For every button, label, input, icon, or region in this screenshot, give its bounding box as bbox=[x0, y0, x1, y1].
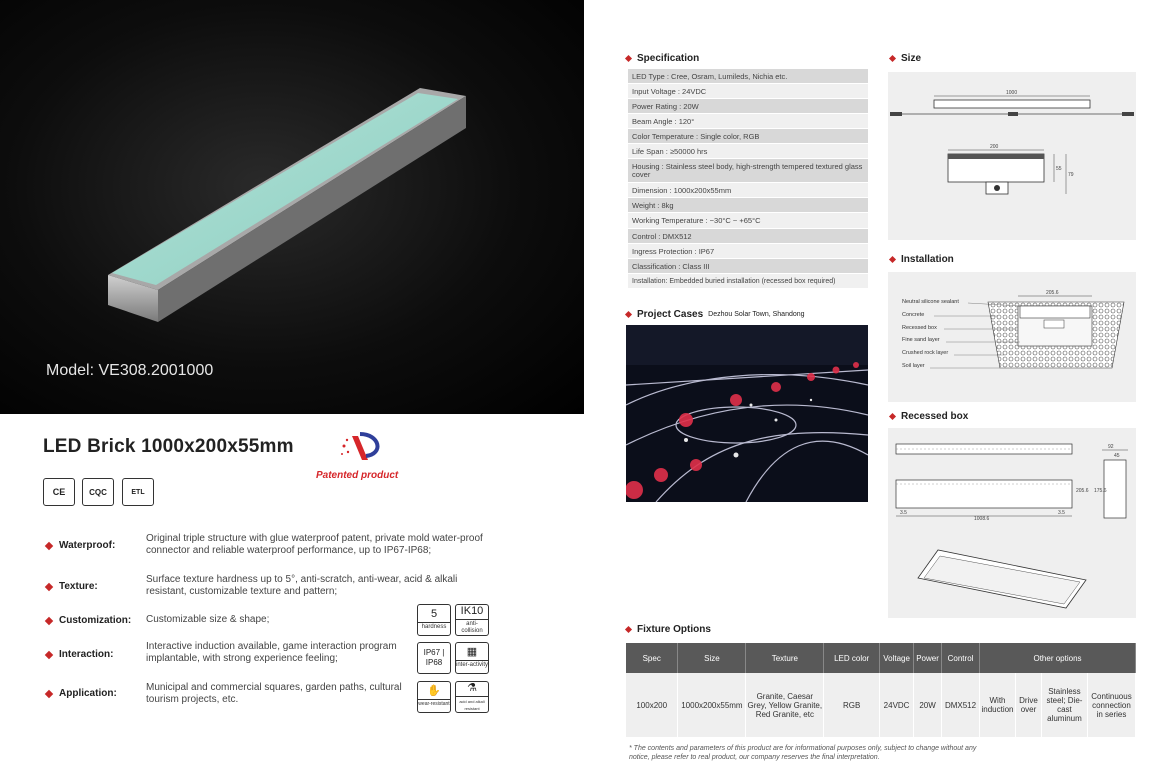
spec-row: Installation: Embedded buried installation (recessed box required) bbox=[628, 274, 868, 289]
feature-text-application: Municipal and commercial squares, garden paths, cultural tourism projects, etc. bbox=[146, 682, 402, 705]
bullet-diamond-icon bbox=[45, 689, 53, 697]
cell-power: 20W bbox=[914, 673, 942, 737]
feature-label-texture: Texture: bbox=[46, 581, 98, 592]
project-case-photo bbox=[626, 325, 868, 502]
hardness-badge: 5 hardness bbox=[417, 604, 451, 636]
bullet-diamond-icon bbox=[625, 311, 632, 318]
wear-resistant-badge: ✋ wear-resistant bbox=[417, 681, 451, 713]
spec-row: LED Type : Cree, Osram, Lumileds, Nichia etc. bbox=[628, 69, 868, 84]
feature-label-waterproof: Waterproof: bbox=[46, 540, 115, 551]
bullet-diamond-icon bbox=[889, 413, 896, 420]
cell-voltage: 24VDC bbox=[880, 673, 914, 737]
bullet-diamond-icon bbox=[889, 256, 896, 263]
feature-text-waterproof: Original triple structure with glue waterproof patent, private mold water-proof connector and reliable waterproof performance, up to IP67-IP68; bbox=[146, 533, 483, 556]
project-location: Dezhou Solar Town, Shandong bbox=[708, 311, 805, 318]
product-title: LED Brick 1000x200x55mm bbox=[43, 436, 294, 457]
fixture-options-title: Fixture Options bbox=[626, 624, 711, 635]
cell-texture: Granite, Caesar Grey, Yellow Granite, Red Granite, etc bbox=[746, 673, 824, 737]
installation-drawing bbox=[888, 272, 1136, 402]
size-dim-length: 1000 bbox=[1006, 90, 1018, 96]
bullet-diamond-icon bbox=[45, 650, 53, 658]
feature-label-application: Application: bbox=[46, 688, 117, 699]
hand-icon: ✋ bbox=[427, 685, 441, 697]
size-dim-height: 55 bbox=[1056, 166, 1062, 172]
spec-row: Weight : 8kg bbox=[628, 198, 868, 213]
interactivity-badge: ▦ inter-activity bbox=[455, 642, 489, 674]
model-number: Model: VE308.2001000 bbox=[46, 362, 214, 379]
etl-cert-icon: ETL bbox=[122, 478, 154, 506]
cell-control: DMX512 bbox=[942, 673, 980, 737]
cell-option: Drive over bbox=[1016, 673, 1042, 737]
col-header: LED color bbox=[824, 643, 880, 673]
fixture-options-table bbox=[626, 643, 1136, 737]
installation-layer-labels: Neutral silicone sealant Concrete Recessed box Fine sand layer Crushed rock layer Soil layer bbox=[902, 299, 959, 369]
installation-dim: 205.6 bbox=[1046, 290, 1059, 296]
recessed-box-title: Recessed box bbox=[890, 411, 968, 422]
bullet-diamond-icon bbox=[889, 55, 896, 62]
acid-alkali-badge: ⚗ acid and alkali resistant bbox=[455, 681, 489, 713]
specification-table bbox=[628, 69, 868, 289]
size-title: Size bbox=[890, 53, 921, 64]
specification-title: Specification bbox=[626, 53, 699, 64]
size-dim-total-height: 79 bbox=[1068, 172, 1074, 178]
recessed-dim-right: 3.5 bbox=[1058, 510, 1065, 516]
flask-icon: ⚗ bbox=[467, 681, 477, 694]
patented-label: Patented product bbox=[316, 470, 399, 481]
feature-label-interaction: Interaction: bbox=[46, 649, 113, 660]
ce-cert-icon: CE bbox=[43, 478, 75, 506]
col-header: Spec bbox=[626, 643, 678, 673]
cell-option: Continuous connection in series bbox=[1087, 673, 1135, 737]
ip-rating-badge: IP67 | IP68 bbox=[417, 642, 451, 674]
recessed-dim-side-inner: 45 bbox=[1114, 453, 1120, 459]
spec-row: Input Voltage : 24VDC bbox=[628, 84, 868, 99]
feature-text-customization: Customizable size & shape; bbox=[146, 614, 270, 625]
spec-row: Working Temperature : −30°C ~ +65°C bbox=[628, 213, 868, 229]
cqc-cert-icon: CQC bbox=[82, 478, 114, 506]
size-drawing bbox=[888, 72, 1136, 240]
spec-row: Power Rating : 20W bbox=[628, 99, 868, 114]
led-brick-illustration bbox=[0, 0, 584, 414]
size-dim-width: 200 bbox=[990, 144, 999, 150]
recessed-dim-height: 205.6 bbox=[1076, 488, 1089, 494]
cell-led-color: RGB bbox=[824, 673, 880, 737]
col-header: Other options bbox=[980, 643, 1136, 673]
grid-icon: ▦ bbox=[466, 646, 478, 658]
bullet-diamond-icon bbox=[45, 616, 53, 624]
spec-row: Color Temperature : Single color, RGB bbox=[628, 129, 868, 144]
col-header: Power bbox=[914, 643, 942, 673]
col-header: Control bbox=[942, 643, 980, 673]
recessed-dim-left: 3.5 bbox=[900, 510, 907, 516]
spec-row: Dimension : 1000x200x55mm bbox=[628, 183, 868, 198]
recessed-dim-length: 1008.6 bbox=[974, 516, 990, 522]
feature-text-texture: Surface texture hardness up to 5°, anti-scratch, anti-wear, acid & alkali resistant, customizable texture and pattern; bbox=[146, 574, 458, 597]
bullet-diamond-icon bbox=[625, 55, 632, 62]
bullet-diamond-icon bbox=[45, 582, 53, 590]
project-cases-title: Project Cases Dezhou Solar Town, Shandong bbox=[626, 309, 805, 320]
spec-row: Ingress Protection : IP67 bbox=[628, 244, 868, 259]
patent-logo bbox=[338, 428, 388, 473]
bullet-diamond-icon bbox=[45, 541, 53, 549]
table-header-row bbox=[626, 643, 1136, 673]
recessed-dim-side-width: 92 bbox=[1108, 444, 1114, 450]
col-header: Voltage bbox=[880, 643, 914, 673]
cell-option: Stainless steel; Die-cast aluminum bbox=[1041, 673, 1087, 737]
spec-row: Control : DMX512 bbox=[628, 229, 868, 244]
spec-row: Life Span : ≥50000 hrs bbox=[628, 144, 868, 159]
feature-label-customization: Customization: bbox=[46, 615, 131, 626]
bullet-diamond-icon bbox=[625, 626, 632, 633]
disclaimer-footnote: * The contents and parameters of this product are for informational purposes only, subject to change without any notice, please refer to real product, our company reserves the final interpretation. bbox=[629, 745, 977, 761]
spec-row: Classification : Class III bbox=[628, 259, 868, 274]
installation-title: Installation bbox=[890, 254, 954, 265]
cell-size: 1000x200x55mm bbox=[678, 673, 746, 737]
cell-spec: 100x200 bbox=[626, 673, 678, 737]
col-header: Texture bbox=[746, 643, 824, 673]
cell-option: With induction bbox=[980, 673, 1016, 737]
spec-row: Beam Angle : 120° bbox=[628, 114, 868, 129]
recessed-dim-side-height: 175.6 bbox=[1094, 488, 1107, 494]
table-row bbox=[626, 673, 1136, 737]
product-hero-image bbox=[0, 0, 584, 414]
ik10-badge: IK10 anti-collision bbox=[455, 604, 489, 636]
spec-row: Housing : Stainless steel body, high-strength tempered textured glass cover bbox=[628, 159, 868, 183]
feature-text-interaction: Interactive induction available, game interaction program implantable, with strong experience feeling; bbox=[146, 641, 397, 664]
col-header: Size bbox=[678, 643, 746, 673]
recessed-box-drawing bbox=[888, 428, 1136, 618]
